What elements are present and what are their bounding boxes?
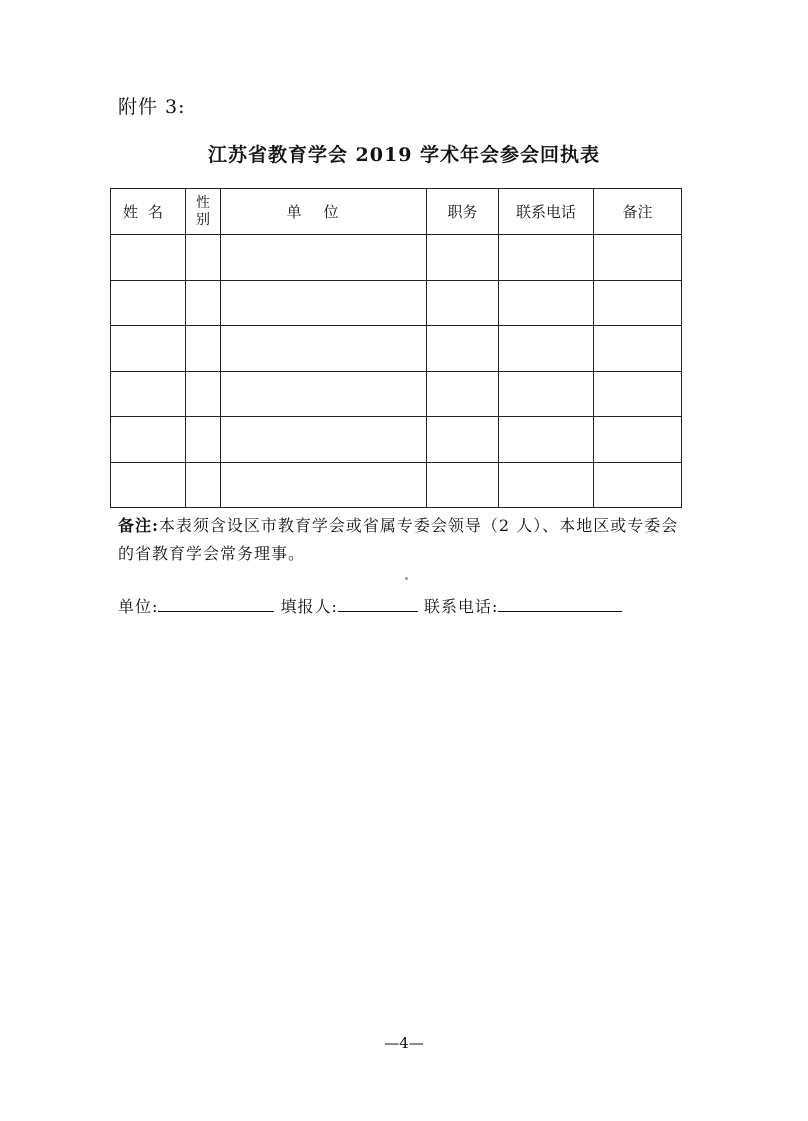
cell-phone[interactable] bbox=[499, 235, 594, 281]
cell-sex[interactable] bbox=[186, 280, 221, 326]
cell-name[interactable] bbox=[111, 326, 186, 372]
cell-remark[interactable] bbox=[594, 235, 682, 281]
cell-remark[interactable] bbox=[594, 371, 682, 417]
header-remark: 备注 bbox=[594, 189, 682, 235]
cell-name[interactable] bbox=[111, 462, 186, 508]
filler-label: 填报人: bbox=[280, 597, 338, 616]
cell-position[interactable] bbox=[427, 235, 499, 281]
header-phone: 联系电话 bbox=[499, 189, 594, 235]
cell-name[interactable] bbox=[111, 371, 186, 417]
cell-phone[interactable] bbox=[499, 417, 594, 463]
cell-position[interactable] bbox=[427, 417, 499, 463]
header-sex: 性 别 bbox=[186, 189, 221, 235]
phone-blank[interactable] bbox=[498, 597, 622, 612]
table-row bbox=[111, 417, 682, 463]
attachment-label: 附件 3: bbox=[118, 96, 186, 118]
cell-sex[interactable] bbox=[186, 417, 221, 463]
cell-remark[interactable] bbox=[594, 417, 682, 463]
cell-position[interactable] bbox=[427, 326, 499, 372]
table-row bbox=[111, 235, 682, 281]
table-row bbox=[111, 280, 682, 326]
receipt-table bbox=[110, 188, 682, 508]
cell-unit[interactable] bbox=[221, 326, 427, 372]
table-row bbox=[111, 371, 682, 417]
note-text: 本表须含设区市教育学会或省属专委会领导（2 人）、本地区或专委会的省教育学会常务理事。 bbox=[118, 516, 679, 563]
cell-phone[interactable] bbox=[499, 280, 594, 326]
phone-label: 联系电话: bbox=[424, 597, 499, 616]
cell-remark[interactable] bbox=[594, 462, 682, 508]
cell-unit[interactable] bbox=[221, 371, 427, 417]
note-paragraph bbox=[118, 512, 683, 568]
cell-name[interactable] bbox=[111, 235, 186, 281]
note-label: 备注: bbox=[118, 516, 159, 535]
filler-blank[interactable] bbox=[338, 597, 418, 612]
cell-sex[interactable] bbox=[186, 462, 221, 508]
fill-in-line bbox=[118, 594, 622, 617]
header-unit: 单位 bbox=[221, 189, 427, 235]
cell-unit[interactable] bbox=[221, 235, 427, 281]
unit-label: 单位: bbox=[118, 597, 159, 616]
table-row bbox=[111, 326, 682, 372]
cell-name[interactable] bbox=[111, 280, 186, 326]
cell-phone[interactable] bbox=[499, 371, 594, 417]
cell-position[interactable] bbox=[427, 371, 499, 417]
cell-unit[interactable] bbox=[221, 417, 427, 463]
cell-remark[interactable] bbox=[594, 280, 682, 326]
cell-remark[interactable] bbox=[594, 326, 682, 372]
page-number: —4— bbox=[384, 1034, 424, 1052]
unit-blank[interactable] bbox=[158, 597, 274, 612]
cell-position[interactable] bbox=[427, 280, 499, 326]
form-title: 江苏省教育学会 2019 学术年会参会回执表 bbox=[207, 144, 601, 166]
table-row bbox=[111, 462, 682, 508]
scan-speck bbox=[405, 577, 408, 580]
cell-unit[interactable] bbox=[221, 462, 427, 508]
header-name: 姓名 bbox=[111, 189, 186, 235]
cell-sex[interactable] bbox=[186, 371, 221, 417]
cell-phone[interactable] bbox=[499, 462, 594, 508]
cell-phone[interactable] bbox=[499, 326, 594, 372]
cell-position[interactable] bbox=[427, 462, 499, 508]
header-position: 职务 bbox=[427, 189, 499, 235]
cell-sex[interactable] bbox=[186, 235, 221, 281]
cell-name[interactable] bbox=[111, 417, 186, 463]
cell-sex[interactable] bbox=[186, 326, 221, 372]
table-header-row bbox=[111, 189, 682, 235]
cell-unit[interactable] bbox=[221, 280, 427, 326]
